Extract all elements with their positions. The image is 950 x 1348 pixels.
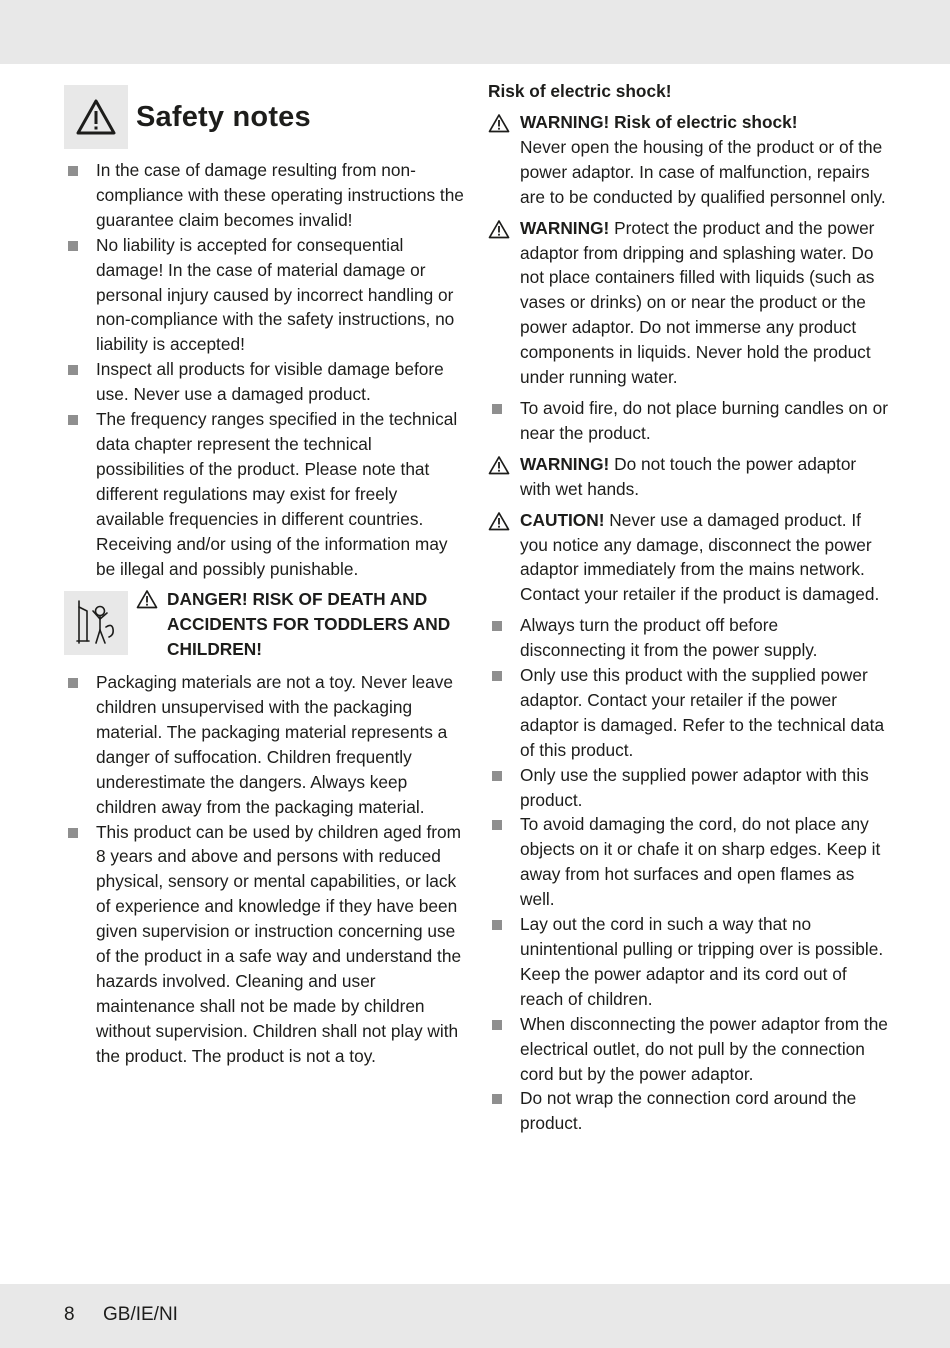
list-item <box>488 663 888 763</box>
warning-electric-shock <box>488 110 888 210</box>
list-item <box>488 912 888 1012</box>
caution-damaged-product <box>488 508 888 608</box>
list-item-text: No liability is accepted for consequential damage! In the case of material damage or personal injury caused by incorrect handling or non-compliance with the safety instructions, no liability is accepted! <box>96 234 455 355</box>
square-bullet-icon <box>492 671 502 681</box>
list-item <box>488 1012 888 1087</box>
page-number: 8 <box>64 1304 75 1325</box>
list-item-text: Only use this product with the supplied power adaptor. Contact your retailer if the power adaptor is damaged. Refer to the technical data of this product. <box>520 665 885 760</box>
list-item-text: Lay out the cord in such a way that no unintentional pulling or tripping over is possible. Keep the power adaptor and its cord out of reach of children. <box>520 914 884 1009</box>
page-title: Safety notes <box>136 100 311 133</box>
general-safety-list <box>64 158 464 581</box>
danger-heading <box>128 587 464 662</box>
list-item-text: Always turn the product off before disconnecting it from the power supply. <box>520 615 818 661</box>
list-item-text: The frequency ranges specified in the technical data chapter represent the technical possibilities of the product. Please note that different regulations may exist for freely available frequencies in different countries. Receiving and/or using of the information may be illegal and possibly punishable. <box>96 409 458 579</box>
title-row <box>64 84 464 150</box>
caution-text: Never use a damaged product. If you notice any damage, disconnect the power adaptor immediately from the mains network. Contact your retailer if the product is damaged. <box>520 509 880 605</box>
square-bullet-icon <box>68 678 78 688</box>
list-item-text: This product can be used by children aged from 8 years and above and persons with reduced physical, sensory or mental capabilities, or lack of experience and knowledge if they have been given supervision or instruction concerning use of the product in a safe way and understand the hazards involved. Cleaning and user maintenance shall not be made by children without supervision. Children shall not play with the product. The product is not a toy. <box>96 821 462 1066</box>
list-item <box>488 613 888 663</box>
list-item <box>488 763 888 813</box>
list-item-text: Only use the supplied power adaptor with this product. <box>520 764 869 810</box>
warning-triangle-icon <box>488 455 510 475</box>
warning-triangle-icon <box>488 113 510 133</box>
square-bullet-icon <box>68 415 78 425</box>
list-item <box>488 1086 888 1136</box>
warning-triangle-icon <box>488 219 510 239</box>
left-column <box>64 78 464 1069</box>
danger-children-block <box>64 587 464 662</box>
list-item-text: Do not wrap the connection cord around the product. <box>520 1088 857 1134</box>
section-heading: Risk of electric shock! <box>488 81 672 101</box>
warning-triangle-icon <box>64 85 128 149</box>
warning-wet-hands <box>488 452 888 502</box>
list-item-text: Inspect all products for visible damage before use. Never use a damaged product. <box>96 359 444 405</box>
warning-text: Protect the product and the power adaptor from dripping and splashing water. Do not place containers filled with liquids (such as vases or drinks) on or near the product or the power adaptor. Do not immerse any product components in liquids. Never hold the product under running water. <box>520 217 875 388</box>
top-band <box>0 0 950 64</box>
list-item-text: In the case of damage resulting from non-compliance with these operating instructions the guarantee claim becomes invalid! <box>96 160 464 230</box>
list-item <box>64 158 464 233</box>
square-bullet-icon <box>492 920 502 930</box>
square-bullet-icon <box>492 771 502 781</box>
warning-label: WARNING! <box>520 217 610 238</box>
caution-label: CAUTION! <box>520 509 605 530</box>
warning-text: Do not touch the power adaptor with wet hands. <box>520 453 857 499</box>
square-bullet-icon <box>492 404 502 414</box>
list-item <box>488 812 888 912</box>
list-item <box>64 820 464 1069</box>
warning-water <box>488 216 888 390</box>
warning-text: Never open the housing of the product or of the power adaptor. In case of malfunction, repairs are to be conducted by qualified personnel only. <box>520 136 886 207</box>
list-item-text: To avoid damaging the cord, do not place any objects on it or chafe it on sharp edges. Keep it away from hot surfaces and open flames as well. <box>520 814 881 910</box>
right-column <box>488 78 888 1136</box>
warning-label: WARNING! Risk of electric shock! <box>520 112 798 132</box>
square-bullet-icon <box>68 241 78 251</box>
warning-label: WARNING! <box>520 453 610 474</box>
power-adaptor-list <box>488 613 888 1136</box>
child-hazard-icon <box>64 591 128 655</box>
list-item-text: When disconnecting the power adaptor from the electrical outlet, do not pull by the connection cord but by the power adaptor. <box>520 1013 888 1084</box>
list-item <box>64 233 464 358</box>
square-bullet-icon <box>492 820 502 830</box>
square-bullet-icon <box>492 1094 502 1104</box>
list-item-text: Packaging materials are not a toy. Never leave children unsupervised with the packaging material. The packaging material represents a danger of suffocation. Children frequently underestimate the dangers. Always keep children away from the packaging material. <box>96 672 454 817</box>
square-bullet-icon <box>68 166 78 176</box>
children-safety-list <box>64 670 464 1069</box>
list-item <box>488 396 888 446</box>
danger-heading-text: DANGER! RISK OF DEATH AND ACCIDENTS FOR TODDLERS AND CHILDREN! <box>167 589 451 660</box>
square-bullet-icon <box>68 828 78 838</box>
list-item <box>64 670 464 819</box>
square-bullet-icon <box>492 621 502 631</box>
square-bullet-icon <box>68 365 78 375</box>
list-item <box>64 407 464 581</box>
list-item-text: To avoid fire, do not place burning candles on or near the product. <box>520 397 888 443</box>
warning-triangle-icon <box>136 589 158 609</box>
warning-triangle-icon <box>488 511 510 531</box>
fire-list <box>488 396 888 446</box>
region-code: GB/IE/NI <box>103 1304 178 1325</box>
list-item <box>64 357 464 407</box>
square-bullet-icon <box>492 1020 502 1030</box>
